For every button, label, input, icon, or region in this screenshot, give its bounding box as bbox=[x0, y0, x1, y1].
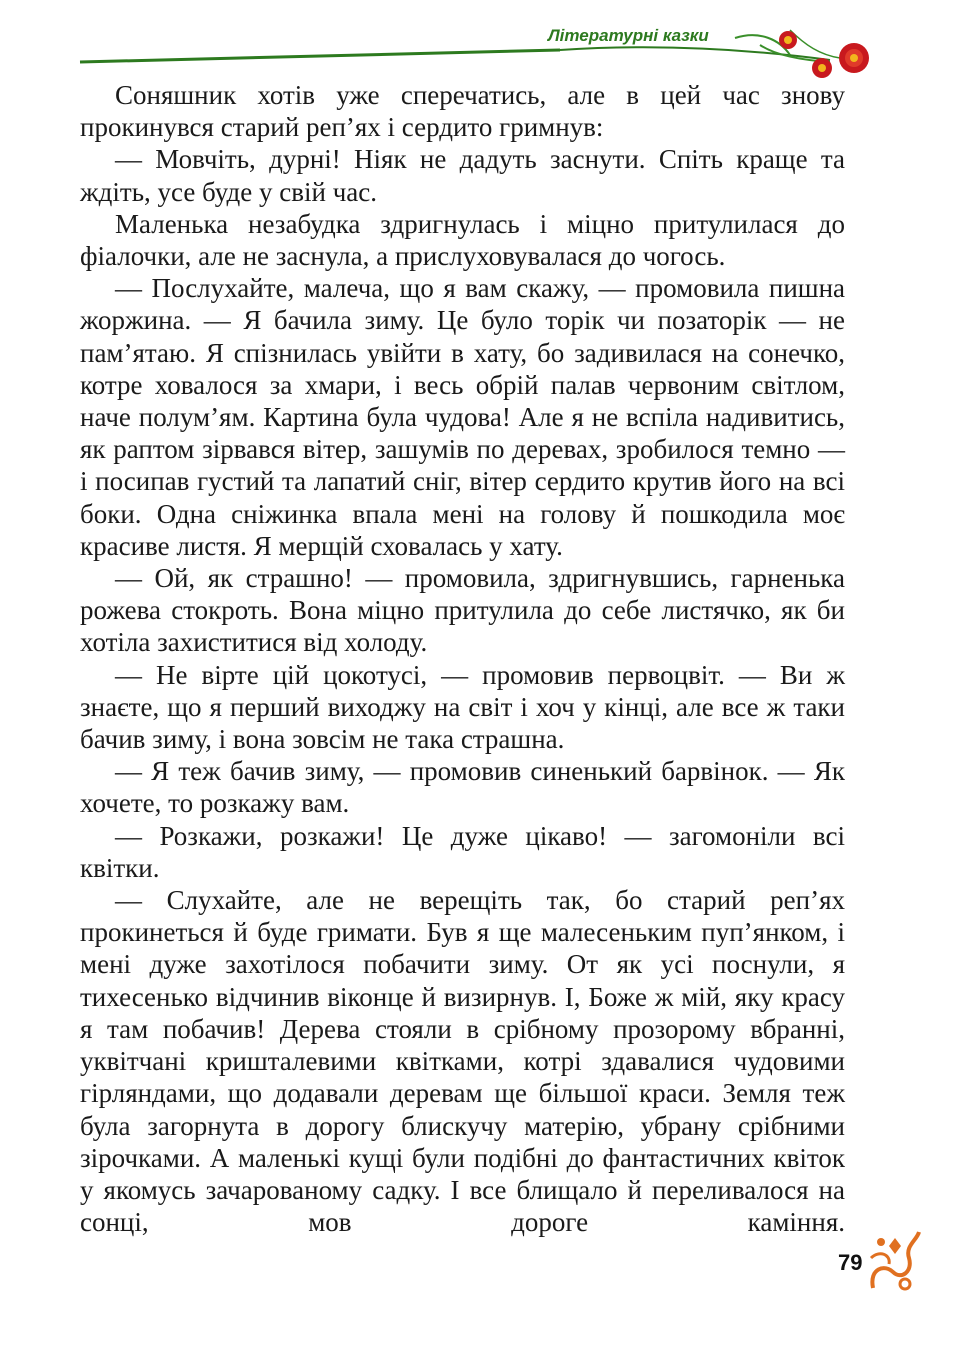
flower-icon bbox=[812, 58, 832, 78]
paragraph: — Ой, як страшно! — промовила, здригнувшись, гарненька рожева стокроть. Вона міцно притулила до себе листячко, як би хотіла захиститися від холоду. bbox=[80, 563, 845, 658]
page-header bbox=[0, 0, 963, 90]
story-text bbox=[80, 79, 845, 1238]
paragraph: — Слухайте, але не верещіть так, бо старий реп’ях прокинеться й буде гримати. Був я ще малесеньким пуп’янком, і мені дуже захотілося побачити зиму. От як усі поснули, я тихесенько відчинив віконце й визирнув. І, Боже ж мій, яку красу я там побачив! Дерева стояли в срібному прозорому вбранні, уквітчані кришталевими квітками, котрі здавалися чудовими гірляндами, що додавали деревам ще більшої краси. Земля теж була загорнута в дорогу блискучу матерію, убрану срібними зірочками. А маленькі кущі були подібні до фантастичних квіток у якомусь зачарованому садку. І все блищало й переливалося на сонці, мов дороге каміння. bbox=[80, 885, 845, 1238]
header-decoration bbox=[0, 0, 963, 90]
paragraph: — Розкажи, розкажи! Це дуже цікаво! — загомоніли всі квітки. bbox=[80, 820, 845, 883]
page-number: 79 bbox=[838, 1250, 863, 1275]
ornament-icon bbox=[865, 1228, 921, 1292]
section-title: Літературні казки bbox=[548, 26, 709, 45]
paragraph: — Не вірте цій цокотусі, — промовив первоцвіт. — Ви ж знаєте, що я перший виходжу на світ і хоч у кінці, але все ж таки бачив зиму, і вона зовсім не така страшна. bbox=[80, 659, 845, 755]
flower-icon bbox=[839, 43, 869, 73]
paragraph: Соняшник хотів уже сперечатись, але в цей час знову прокинувся старий реп’ях і сердито гримнув: bbox=[80, 80, 845, 143]
flower-icon bbox=[779, 31, 797, 49]
header-rule-left bbox=[80, 50, 560, 62]
paragraph: — Я теж бачив зиму, — промовив синенький барвінок. — Як хочете, то розкажу вам. bbox=[80, 756, 845, 819]
paragraph: — Мовчіть, дурні! Ніяк не дадуть заснути. Спіть краще та ждіть, усе буде у свій час. bbox=[80, 144, 845, 207]
paragraph: Маленька незабудка здригнулась і міцно притулилася до фіалочки, але не заснула, а прислуховувалася до чогось. bbox=[80, 208, 845, 272]
paragraph: — Послухайте, малеча, що я вам скажу, — промовила пишна жоржина. — Я бачила зиму. Це було торік чи позаторік — не пам’ятаю. Я спізнилась увійти в хату, бо задивилася на сонечко, котре ховалося за хмари, і весь обрій палав червоним світлом, наче полум’ям. Картина була чудова! Але я не вспіла надивитись, як раптом зірвався вітер, зашумів по деревах, зробилося темно — і посипав густий та лапатий сніг, вітер сердито крутив його на всі боки. Одна сніжинка впала мені на голову й пошкодила моє красиве листя. Я мерщій сховалась у хату. bbox=[80, 273, 845, 561]
